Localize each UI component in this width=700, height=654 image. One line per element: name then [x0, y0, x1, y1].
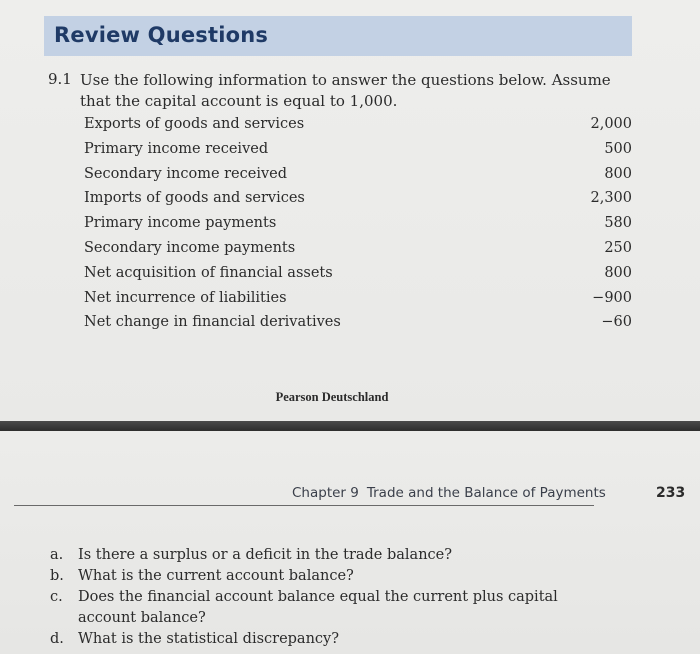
item-value: −60: [601, 314, 632, 331]
list-item: [84, 290, 632, 315]
sub-question-letter: a.: [50, 547, 64, 563]
sub-question-letter: b.: [50, 568, 64, 584]
item-label: Exports of goods and services: [84, 116, 305, 132]
sub-question-text: What is the statistical discrepancy?: [78, 631, 340, 647]
item-label: Net change in financial derivatives: [84, 314, 341, 331]
item-value: 2,000: [590, 116, 632, 132]
running-footer: [292, 485, 606, 501]
list-item: [84, 116, 632, 141]
item-value: 500: [604, 140, 632, 157]
list-item: [84, 166, 632, 191]
item-label: Net incurrence of liabilities: [84, 289, 287, 306]
item-value: 580: [604, 215, 632, 232]
sub-question-letter: c.: [50, 589, 63, 605]
list-item: [50, 587, 610, 629]
list-item: [50, 566, 610, 587]
sub-question-text: Does the financial account balance equal the current plus capital account balance?: [78, 589, 558, 626]
footer-rule: [14, 505, 594, 506]
item-value: 250: [604, 239, 632, 256]
item-value: 800: [604, 264, 632, 281]
item-value: −900: [592, 289, 632, 306]
chapter-title: Trade and the Balance of Payments: [366, 485, 606, 501]
question-text: Use the following information to answer the questions below. Assume that the capital account is equal to 1,000.: [80, 71, 611, 110]
page-divider: [0, 421, 700, 431]
lower-page: [0, 431, 700, 654]
item-label: Secondary income payments: [84, 239, 296, 256]
list-item: [84, 240, 632, 265]
item-value: 800: [604, 165, 632, 182]
list-item: [50, 545, 610, 566]
publisher-credit: Pearson Deutschland: [275, 390, 389, 404]
list-item: [84, 314, 632, 339]
item-value: 2,300: [590, 190, 632, 207]
page-number: 233: [656, 485, 686, 501]
list-item: [50, 629, 610, 650]
section-header: [44, 16, 632, 56]
item-label: Secondary income received: [84, 165, 288, 182]
sub-question-list: [50, 545, 610, 650]
list-item: [84, 190, 632, 215]
section-title: Review Questions: [54, 23, 269, 47]
question-number: 9.1: [48, 70, 72, 88]
sub-question-letter: d.: [50, 631, 64, 647]
sub-question-text: What is the current account balance?: [78, 568, 354, 584]
data-list: [84, 116, 632, 339]
sub-question-text: Is there a surplus or a deficit in the trade balance?: [78, 547, 453, 563]
item-label: Imports of goods and services: [84, 190, 305, 207]
list-item: [84, 141, 632, 166]
chapter-number: Chapter 9: [292, 485, 359, 501]
list-item: [84, 265, 632, 290]
item-label: Primary income payments: [84, 215, 277, 232]
item-label: Primary income received: [84, 140, 269, 157]
item-label: Net acquisition of financial assets: [84, 264, 333, 281]
list-item: [84, 215, 632, 240]
